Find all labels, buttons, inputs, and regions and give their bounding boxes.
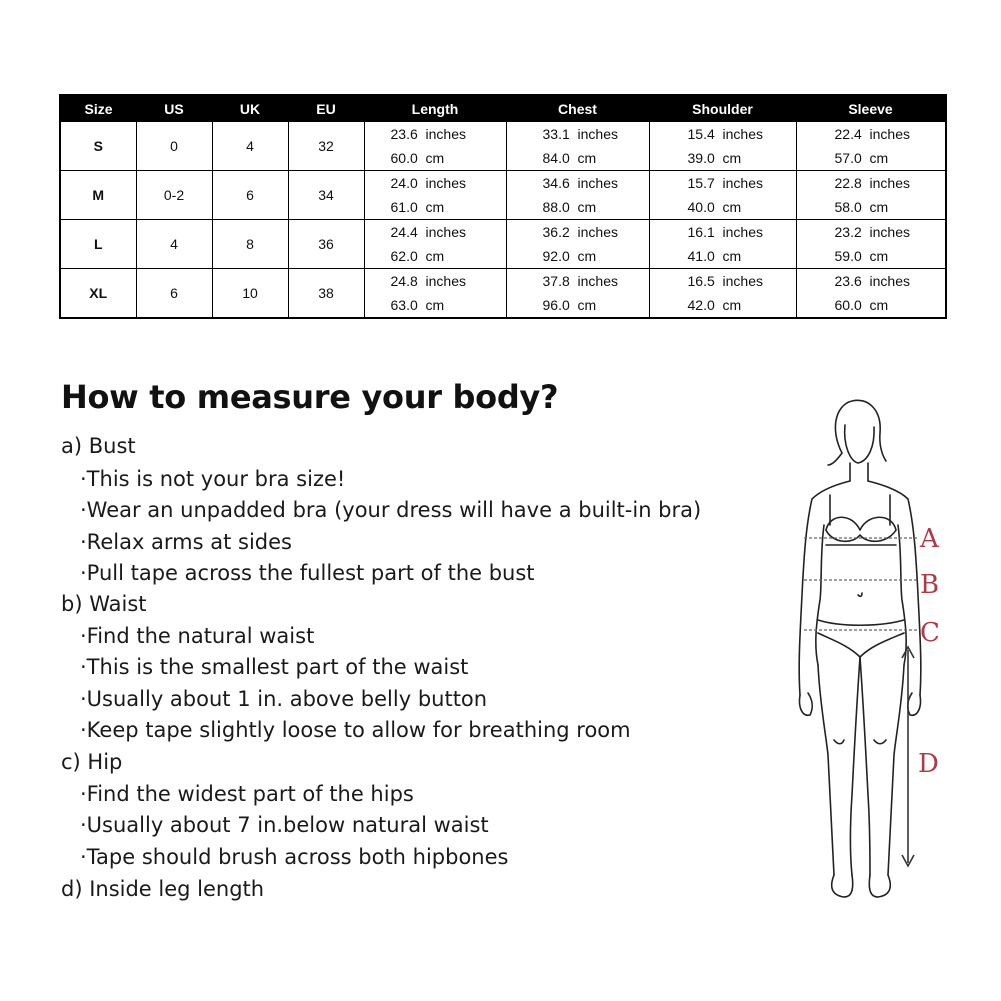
tip: ·Relax arms at sides (80, 530, 292, 554)
shoulder-cell (649, 122, 796, 171)
sleeve-inches: 23.6 inches (834, 273, 910, 289)
measure-label-b: B (920, 570, 940, 600)
sleeve-cell (796, 171, 946, 220)
sleeve-cell (796, 122, 946, 171)
shoulder-cm: 41.0 cm (687, 248, 742, 264)
shoulder-cm: 40.0 cm (687, 199, 742, 215)
length-cell (364, 220, 506, 269)
tip: ·This is the smallest part of the waist (80, 655, 469, 679)
shoulder-inches: 16.1 inches (687, 224, 763, 240)
chest-inches: 36.2 inches (542, 224, 618, 240)
table-header-row (60, 95, 946, 122)
header-uk: UK (212, 95, 288, 122)
measure-guide (0, 368, 785, 908)
us-cell: 0 (136, 122, 212, 171)
uk-cell: 6 (212, 171, 288, 220)
shoulder-cell (649, 171, 796, 220)
header-size: Size (60, 95, 136, 122)
length-inches: 24.8 inches (390, 273, 466, 289)
table-row (60, 171, 946, 220)
chest-cm: 92.0 cm (542, 248, 597, 264)
sleeve-inches: 22.8 inches (834, 175, 910, 191)
sleeve-inches: 23.2 inches (834, 224, 910, 240)
chest-cell (506, 269, 649, 319)
eu-cell: 34 (288, 171, 364, 220)
uk-cell: 10 (212, 269, 288, 319)
body-figure-illustration (790, 395, 950, 915)
measure-label-d: D (918, 749, 939, 779)
tip: ·Pull tape across the fullest part of the bust (80, 561, 535, 585)
chest-cell (506, 171, 649, 220)
section-heading-waist: b) Waist (61, 592, 147, 616)
header-sleeve: Sleeve (796, 95, 946, 122)
length-cm: 63.0 cm (390, 297, 445, 313)
tip: ·Usually about 1 in. above belly button (80, 687, 488, 711)
shoulder-inches: 15.7 inches (687, 175, 763, 191)
uk-cell: 8 (212, 220, 288, 269)
guide-title: How to measure your body? (61, 378, 559, 416)
header-chest: Chest (506, 95, 649, 122)
tip: ·Wear an unpadded bra (your dress will have a built-in bra) (80, 498, 702, 522)
size-cell: S (60, 122, 136, 171)
section-heading-bust: a) Bust (61, 434, 136, 458)
chest-cell (506, 122, 649, 171)
eu-cell: 38 (288, 269, 364, 319)
tip: ·Find the natural waist (80, 624, 315, 648)
sleeve-cm: 58.0 cm (834, 199, 889, 215)
length-cm: 62.0 cm (390, 248, 445, 264)
shoulder-inches: 16.5 inches (687, 273, 763, 289)
shoulder-cm: 42.0 cm (687, 297, 742, 313)
measure-label-c: C (920, 618, 940, 648)
shoulder-cell (649, 220, 796, 269)
table-row (60, 122, 946, 171)
length-cm: 60.0 cm (390, 150, 445, 166)
uk-cell: 4 (212, 122, 288, 171)
us-cell: 0-2 (136, 171, 212, 220)
section-heading-hip: c) Hip (61, 750, 123, 774)
size-cell: L (60, 220, 136, 269)
chest-inches: 37.8 inches (542, 273, 618, 289)
length-inches: 24.4 inches (390, 224, 466, 240)
length-cell (364, 122, 506, 171)
us-cell: 4 (136, 220, 212, 269)
sleeve-cell (796, 269, 946, 319)
sleeve-cm: 57.0 cm (834, 150, 889, 166)
sleeve-cm: 60.0 cm (834, 297, 889, 313)
eu-cell: 36 (288, 220, 364, 269)
length-inches: 23.6 inches (390, 126, 466, 142)
sleeve-cell (796, 220, 946, 269)
length-cell (364, 269, 506, 319)
chest-cm: 84.0 cm (542, 150, 597, 166)
section-heading-inside-leg: d) Inside leg length (61, 877, 265, 901)
header-us: US (136, 95, 212, 122)
shoulder-cell (649, 269, 796, 319)
shoulder-inches: 15.4 inches (687, 126, 763, 142)
length-cell (364, 171, 506, 220)
tip: ·Usually about 7 in.below natural waist (80, 813, 489, 837)
header-eu: EU (288, 95, 364, 122)
size-cell: M (60, 171, 136, 220)
size-chart-table (59, 94, 947, 319)
length-inches: 24.0 inches (390, 175, 466, 191)
chest-cm: 96.0 cm (542, 297, 597, 313)
header-length: Length (364, 95, 506, 122)
table-row (60, 220, 946, 269)
measure-label-a: A (920, 524, 939, 554)
tip: ·Keep tape slightly loose to allow for breathing room (80, 718, 631, 742)
table-row (60, 269, 946, 319)
tip: ·Tape should brush across both hipbones (80, 845, 509, 869)
sleeve-cm: 59.0 cm (834, 248, 889, 264)
tip: ·This is not your bra size! (80, 467, 346, 491)
tip: ·Find the widest part of the hips (80, 782, 414, 806)
chest-cm: 88.0 cm (542, 199, 597, 215)
sleeve-inches: 22.4 inches (834, 126, 910, 142)
shoulder-cm: 39.0 cm (687, 150, 742, 166)
chest-inches: 33.1 inches (542, 126, 618, 142)
eu-cell: 32 (288, 122, 364, 171)
us-cell: 6 (136, 269, 212, 319)
size-cell: XL (60, 269, 136, 319)
chest-cell (506, 220, 649, 269)
chest-inches: 34.6 inches (542, 175, 618, 191)
header-shoulder: Shoulder (649, 95, 796, 122)
length-cm: 61.0 cm (390, 199, 445, 215)
